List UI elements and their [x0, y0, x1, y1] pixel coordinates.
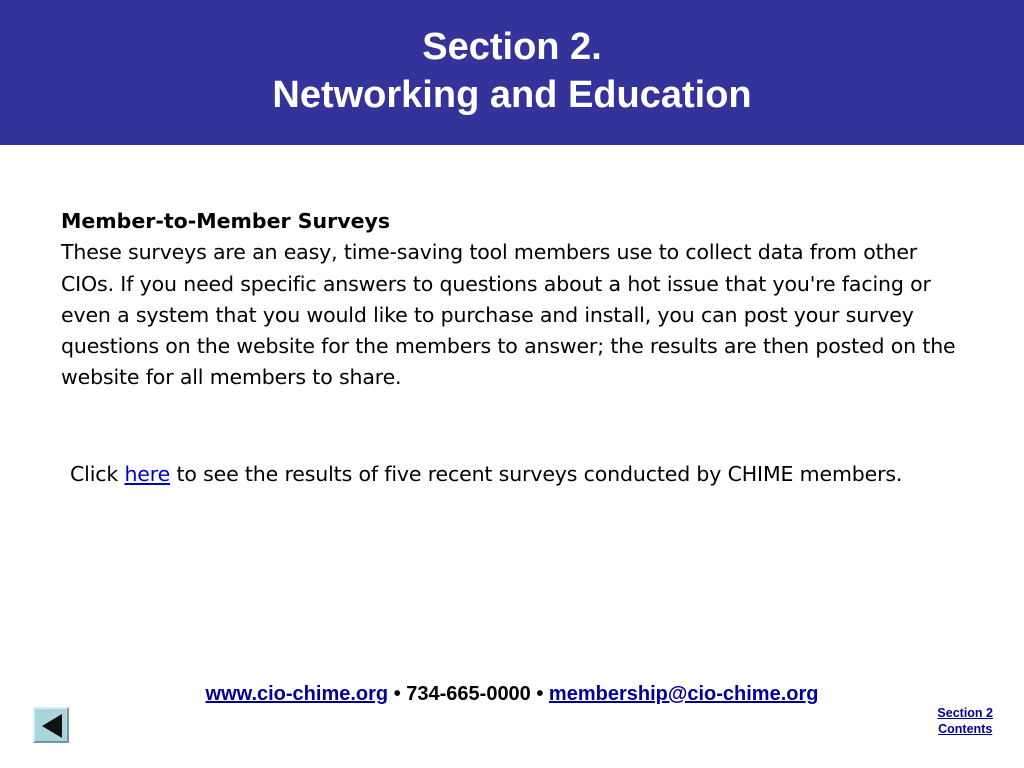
click-prefix-text: Click [70, 462, 125, 486]
left-arrow-icon [40, 713, 64, 739]
main-content [61, 206, 966, 394]
footer-contact [0, 679, 1024, 709]
email-link[interactable]: membership@cio-chime.org [548, 683, 819, 705]
phone-text: • 734-665-0000 • [388, 683, 549, 705]
section-link-line-1: Section 2 [937, 706, 993, 720]
website-link[interactable]: www.cio-chime.org [205, 683, 389, 705]
body-paragraph: These surveys are an easy, time-saving tool members use to collect data from other CIOs. If you need specific answers to questions about a hot issue that you're facing or even a system that you would like to purchase and install, you can post your survey questions on the website for the members to answer; the results are then posted on the website for all members to share. [61, 240, 956, 390]
slide-header [0, 0, 1024, 145]
section-heading: Member-to-Member Surveys [61, 209, 391, 233]
section-contents-link[interactable] [937, 705, 993, 737]
section-link-line-2: Contents [938, 722, 993, 736]
slide-title-line-1: Section 2. [422, 26, 602, 68]
results-paragraph [70, 459, 950, 490]
back-button[interactable] [33, 707, 69, 743]
slide-title-line-2: Networking and Education [272, 74, 752, 116]
here-link[interactable]: here [124, 462, 171, 486]
click-suffix-text: to see the results of five recent surveys conducted by CHIME members. [170, 462, 903, 486]
